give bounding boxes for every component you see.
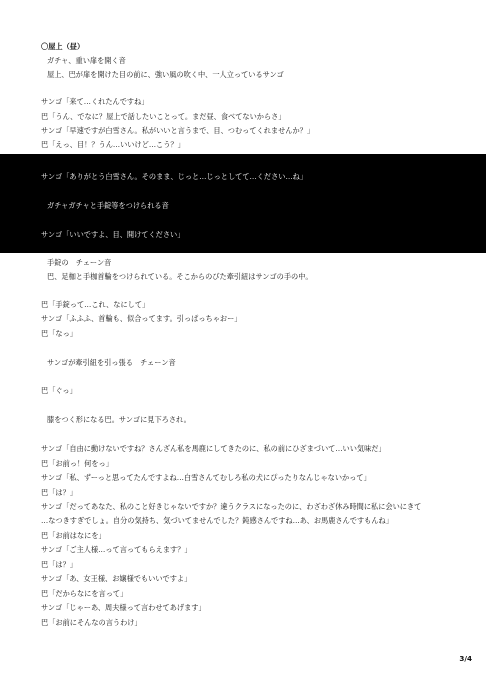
page-number: 3/4 bbox=[459, 654, 472, 663]
stage-direction: ガチャ、重い扉を開く音 bbox=[47, 56, 126, 65]
dialogue-line: 巴「うん、でなに？屋上で話したいことって。まだ昼、食べてないからさ」 bbox=[41, 112, 286, 121]
dialogue-line: サンゴ「ありがとう白雪さん。そのまま、じっと…じっとしてて…ください…ね」 bbox=[41, 172, 308, 181]
dialogue-line: 巴「お前っ！何をっ」 bbox=[41, 459, 113, 468]
dialogue-line: 巴「えっ、目！？うん…いいけど…こう？」 bbox=[41, 140, 185, 149]
dialogue-line: サンゴ「じゃーあ、周夫様って言わせてあげます」 bbox=[41, 603, 206, 612]
dialogue-line: サンゴ「ふふふ、首輪も、似合ってます。引っぱっちゃおー」 bbox=[41, 314, 242, 323]
scene-heading: 〇屋上（昼） bbox=[41, 42, 85, 51]
dialogue-line: サンゴ「あ、女王様、お嬢様でもいいですよ」 bbox=[41, 574, 192, 583]
dialogue-line: サンゴ「早速ですが白雪さん。私がいいと言うまで、目、つむってくれませんか？」 bbox=[41, 126, 315, 135]
stage-direction: 巴、足枷と手枷首輪をつけられている。そこからのびた牽引紐はサンゴの手の中。 bbox=[47, 272, 313, 281]
dialogue-line: サンゴ「来て…くれたんですね」 bbox=[41, 97, 149, 106]
dialogue-line: 巴「だからなにを言って」 bbox=[41, 589, 128, 598]
dialogue-line: サンゴ「いいですよ、目、開けてください」 bbox=[41, 230, 185, 239]
dialogue-line: 巴「お前にそんなの言うわけ」 bbox=[41, 618, 142, 627]
stage-direction: サンゴが牽引紐を引っ張る チェーン音 bbox=[47, 358, 176, 367]
stage-direction: 屋上、巴が扉を開けた目の前に、強い風の吹く中、一人立っているサンゴ bbox=[47, 70, 284, 79]
dialogue-line: サンゴ「ご主人様…って言ってもらえます？」 bbox=[41, 545, 192, 554]
dialogue-line: 巴「ぐっ」 bbox=[41, 386, 77, 395]
stage-direction: 手錠の チェーン音 bbox=[47, 258, 112, 267]
blackout-band bbox=[0, 154, 486, 253]
dialogue-line: 巴「手錠って…これ、なにして」 bbox=[41, 300, 150, 309]
dialogue-line: サンゴ「自由に動けないですね？さんざん私を馬鹿にしてきたのに、私の前にひざまづいて…いい気味だ」 bbox=[41, 444, 386, 453]
stage-direction: ガチャガチャと手錠等をつけられる音 bbox=[47, 201, 169, 210]
dialogue-line: …なつきすぎでしょ。自分の気持ち、気づいてませんでした？鈍感さんですね…あ、お馬鹿さんですもんね」 bbox=[41, 516, 393, 525]
dialogue-line: 巴「は？」 bbox=[41, 560, 77, 569]
dialogue-line: 巴「お前はなにを」 bbox=[41, 531, 106, 540]
dialogue-line: サンゴ「だってあなた、私のこと好きじゃないですか？違うクラスになったのに、わざわざ休み時間に私に会いにきて bbox=[41, 502, 422, 511]
dialogue-line: 巴「は？」 bbox=[41, 488, 77, 497]
dialogue-line: サンゴ「私、ずーっと思ってたんですよね…白雪さんてむしろ私の犬にぴったりなんじゃないかって」 bbox=[41, 473, 371, 482]
dialogue-line: 巴「なっ」 bbox=[41, 329, 77, 338]
stage-direction: 膝をつく形になる巴。サンゴに見下ろされ。 bbox=[47, 415, 191, 424]
